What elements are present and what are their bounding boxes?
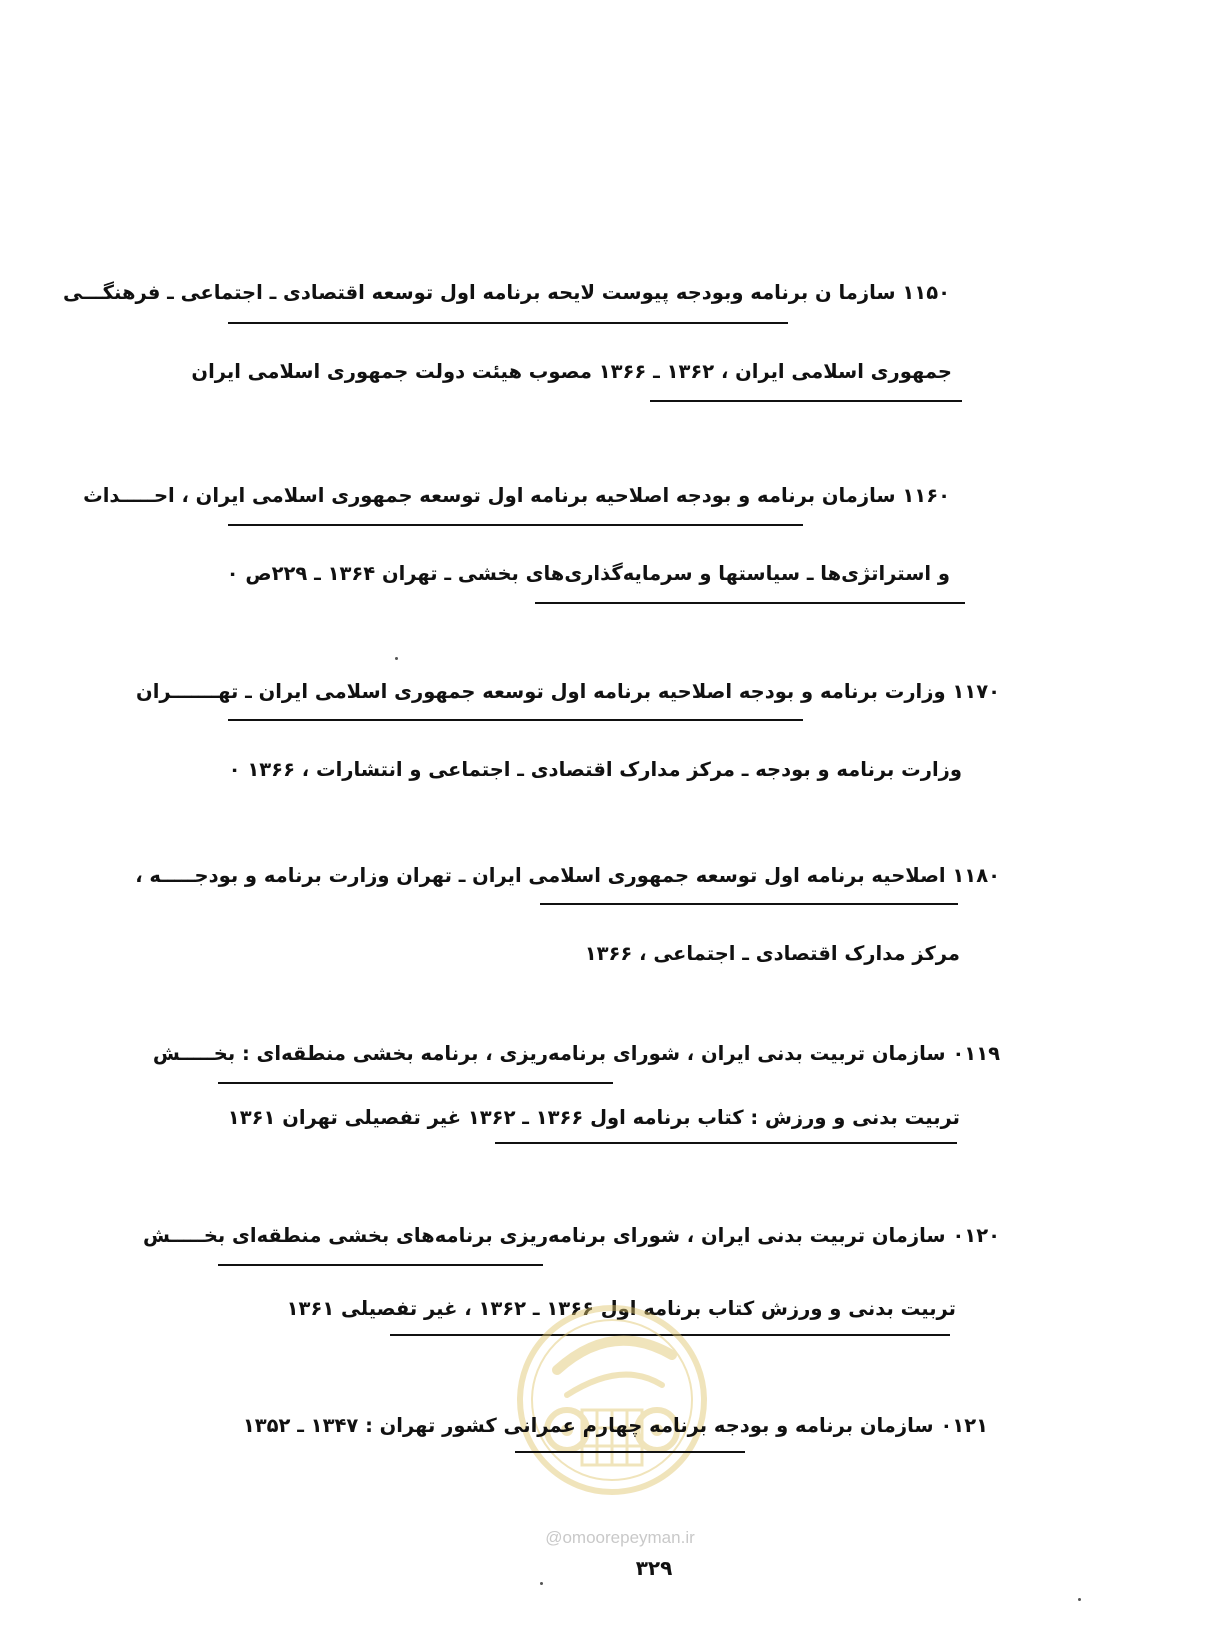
entry-116-line-1: ۱۱۶۰ سازمان برنامه و بودجه اصلاحیه برنامه اول توسعه جمهوری اسلامی ایران ، احـــــداث xyxy=(83,484,950,507)
entry-117-line-1: ۱۱۷۰ وزارت برنامه و بودجه اصلاحیه برنامه اول توسعه جمهوری اسلامی ایران ـ تهـــــــران xyxy=(136,680,1000,703)
page-number: ۳۲۹ xyxy=(635,1556,673,1580)
entry-121-line-1: ۰۱۲۱ سازمان برنامه و بودجه برنامه چهارم عمرانی کشور تهران : ۱۳۴۷ ـ ۱۳۵۲ xyxy=(242,1414,988,1437)
entry-115-line-1: ۱۱۵۰ سازما ن برنامه وبودجه پیوست لایحه برنامه اول توسعه اقتصادی ـ اجتماعی ـ فرهنگـــی xyxy=(62,281,950,304)
publisher-watermark-logo xyxy=(512,1300,712,1500)
scan-speck xyxy=(1078,1598,1081,1601)
underline xyxy=(535,602,965,604)
underline xyxy=(228,322,788,324)
scan-speck xyxy=(540,1582,543,1585)
entry-118-line-1: ۱۱۸۰ اصلاحیه برنامه اول توسعه جمهوری اسلامی ایران ـ تهران وزارت برنامه و بودجـــــه ، xyxy=(135,864,1000,887)
entry-119-line-1: ۰۱۱۹ سازمان تربیت بدنی ایران ، شورای برنامه‌ریزی ، برنامه بخشی منطقه‌ای : بخـــــش xyxy=(152,1042,1000,1065)
underline xyxy=(515,1451,745,1453)
underline xyxy=(540,903,958,905)
entry-118-line-2: مرکز مدارک اقتصادی ـ اجتماعی ، ۱۳۶۶ xyxy=(584,942,960,965)
entry-119-line-2: تربیت بدنی و ورزش : کتاب برنامه اول ۱۳۶۶ ـ ۱۳۶۲ غیر تفصیلی تهران ۱۳۶۱ xyxy=(227,1106,960,1129)
entry-120-line-1: ۰۱۲۰ سازمان تربیت بدنی ایران ، شورای برنامه‌ریزی برنامه‌های بخشی منطقه‌ای بخـــــش xyxy=(142,1224,1000,1247)
underline xyxy=(228,719,803,721)
entry-115-line-2: جمهوری اسلامی ایران ، ۱۳۶۲ ـ ۱۳۶۶ مصوب هیئت دولت جمهوری اسلامی ایران xyxy=(191,360,952,383)
entry-116-line-2: و استراتژی‌ها ـ سیاستها و سرمایه‌گذاری‌های بخشی ـ تهران ۱۳۶۴ ـ ۲۲۹ص ۰ xyxy=(226,562,950,585)
watermark-site-text: @omoorepeyman.ir xyxy=(545,1528,695,1547)
scan-speck xyxy=(395,657,398,660)
entry-120-line-2: تربیت بدنی و ورزش کتاب برنامه اول ۱۳۶۶ ـ ۱۳۶۲ ، غیر تفصیلی ۱۳۶۱ xyxy=(286,1297,956,1320)
underline xyxy=(218,1264,543,1266)
underline xyxy=(218,1082,613,1084)
underline xyxy=(228,524,803,526)
entry-117-line-2: وزارت برنامه و بودجه ـ مرکز مدارک اقتصادی ـ اجتماعی و انتشارات ، ۱۳۶۶ ۰ xyxy=(228,758,962,781)
underline xyxy=(495,1142,957,1144)
underline xyxy=(650,400,962,402)
